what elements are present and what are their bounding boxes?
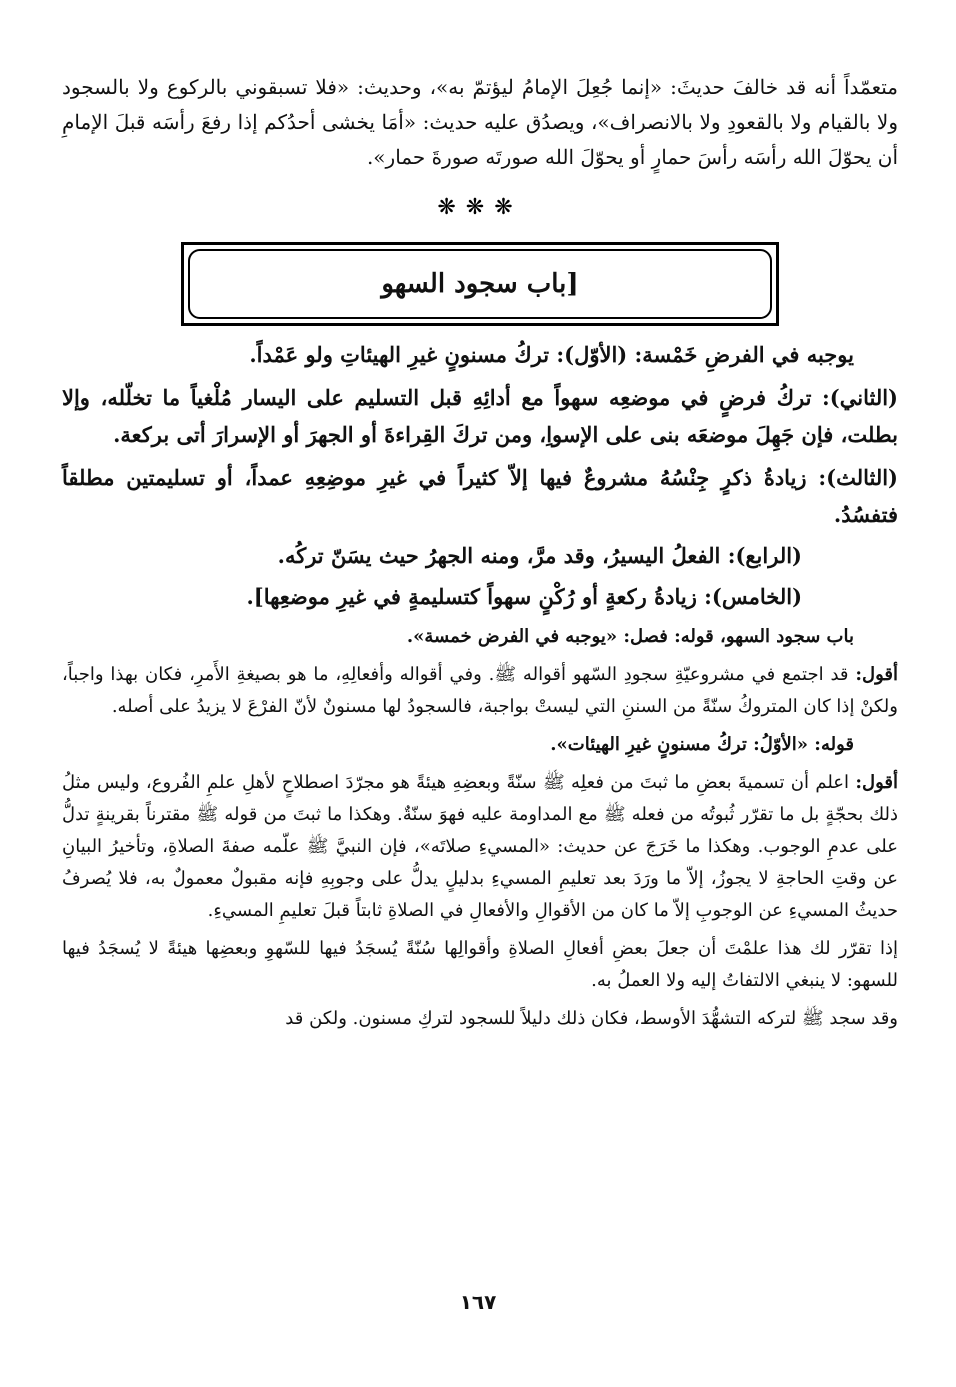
sharh-paragraph-4: وقد سجد ﷺ لتركه التشهُّدَ الأوسط، فكان ذلك دليلاً للسجود لتركِ مسنون. ولكن قد xyxy=(285,1008,898,1029)
page-body xyxy=(62,70,898,1035)
matn-paragraph-5: (الخامس): زيادةُ ركعةٍ أو رُكْنٍ سهواً كتسليمةٍ في غيرِ موضعِها]. xyxy=(246,584,802,609)
sharh-quote: قوله: «الأوّلُ: تركُ مسنونٍ غيرِ الهيئات». xyxy=(550,734,854,755)
sharh-heading: باب سجود السهو، قوله: فصل: «يوجبه في الفرض خمسة». xyxy=(406,626,854,647)
intro-paragraph: متعمّداً أنه قد خالفَ حديثَ: «إنما جُعِلَ الإمامُ ليؤتمّ به»، وحديث: «فلا تسبقوني بالركوع ولا بالسجود ولا بالقيام ولا بالقعودِ ولا بالانصراف»، ويصدُق عليه حديث: «أمَا يخشى أحدُكم إذا رفعَ رأسَه قبلَ الإمامِ أن يحوّلَ الله رأسَه رأسَ حمارٍ أو يحوّلَ الله صورتَه صورةَ حمار». xyxy=(62,75,898,169)
matn-paragraph-4: (الرابع): الفعلُ اليسيرُ، وقد مرَّ، ومنه الجهرُ حيث يسَنّ تركُه. xyxy=(277,543,802,568)
aqul-label: أقول: xyxy=(855,664,898,685)
sharh-paragraph-1 xyxy=(62,659,898,723)
page-number: ١٦٧ xyxy=(459,1290,497,1314)
matn-paragraph-2: (الثاني): تركُ فرضٍ في موضعِه سهواً مع أدائِهِ قبل التسليم على اليسار مُلْغياً ما تخلّله، وإلا بطلت، فإن جَهِلَ موضعَه بنى على الإسواِ، ومن تركَ القِراءةَ أو الجهرَ أو الإسرارَ أتى بركعة. xyxy=(62,385,898,447)
aqul-label: أقول: xyxy=(855,772,898,793)
sharh-paragraph-3: إذا تقرّر لك هذا علمْتَ أن جعلَ بعضِ أفعالِ الصلاةِ وأقوالِها سُنّةً يُسجَدُ فيها للسّهوِ وبعضِها هيئةً لا يُسجَدُ فيها للسهو: لا ينبغي الالتفاتُ إليه ولا العملُ به. xyxy=(62,938,898,991)
sharh-text-2: اعلم أن تسميةَ بعضِ ما ثبتَ من فعلِه ﷺ سنّةً وبعضِهِ هيئةً هو مجرّدَ اصطلاحٍ لأهلِ علمِ الفُروع، وليس مثلُ ذلك بحجّةٍ بل ما تقرّر ثُبوتُه من فعله ﷺ مع المداومة عليه فهوَ سنّةٌ. وهكذا ما ثبتَ من قوله ﷺ مقترناً بقرينةٍ تدلُّ على عدمِ الوجوب. وهكذا ما خَرَجَ عن حديث: «المسيءِ صلاتَه»، فإن النبيَّ ﷺ علّمه صفةَ الصلاةِ، وتأخيرُ البيانِ عن وقتِ الحاجةِ لا يجوزُ، إلاّ ما ورَدَ بعد تعليمِ المسيءِ بدليلٍ يدلُّ على وجوبِهِ فإنه مقبولٌ معمولٌ به، فلا يُصرفُ حديثُ المسيءِ عن الوجوبِ إلاّ ما كان من الأقوالِ والأفعالِ في الصلاةِ ثابتاً قبلَ تعليمِ المسيءِ. xyxy=(62,772,898,921)
separator-stars: ❋❋❋ xyxy=(437,195,523,220)
matn-paragraph-3: (الثالث): زيادةُ ذكرٍ جِنْسُهُ مشروعٌ فيها إلاّ كثيراً في غيرِ موضِعِهِ عمداً، أو تسليمتين مطلقاً فتفسُدُ. xyxy=(62,465,898,527)
sharh-paragraph-2 xyxy=(62,767,898,927)
chapter-title: [باب سجود السهو xyxy=(188,249,772,319)
chapter-title-frame xyxy=(181,242,779,326)
sharh-text-1: قد اجتمع في مشروعيّةِ سجودِ السّهو أقواله ﷺ. وفي أقواله وأفعالِهِ، ما هو بصيغةِ الأَمرِ، فكان بهذا واجباً، ولكنْ إذا كان المتروكُ سنّةً من السننِ التي ليستْ بواجبة، فالسجودُ لها مسنونٌ لأنّ الفرْعَ لا يزيدُ على أصله. xyxy=(62,664,898,717)
matn-paragraph-1: يوجبه في الفرضِ خَمْسة: (الأوّل): تركُ مسنونٍ غيرِ الهيئاتِ ولو عَمْداً. xyxy=(249,342,854,367)
